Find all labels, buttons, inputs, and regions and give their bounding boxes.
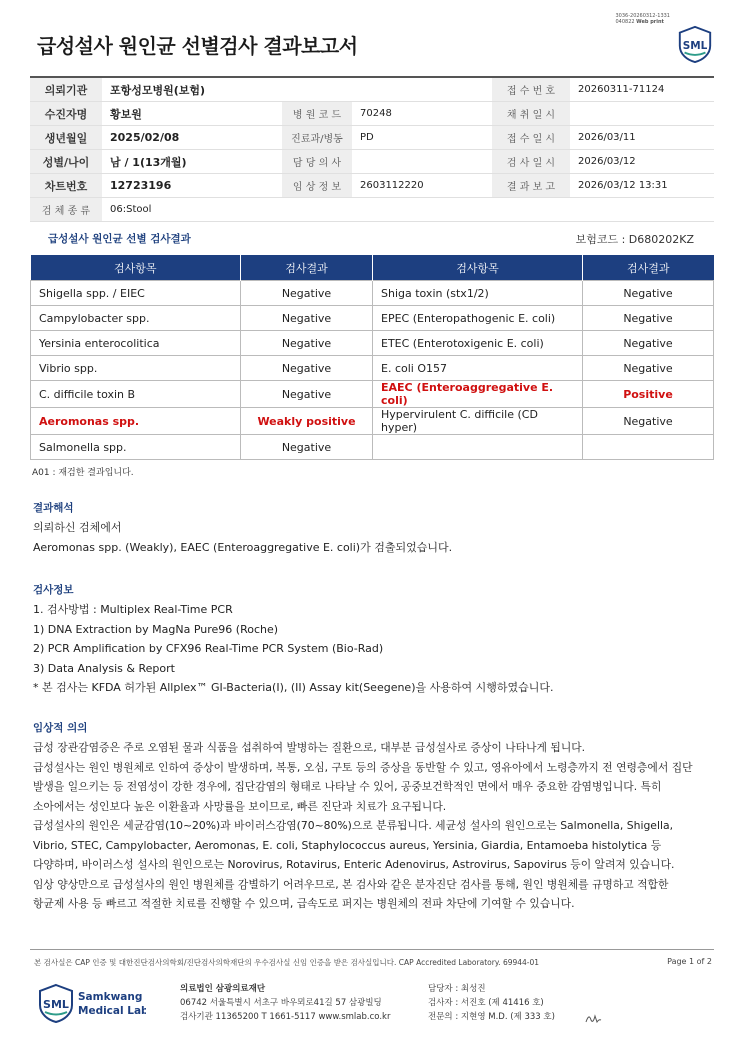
chart-value: 12723196 — [102, 174, 282, 198]
clinical-title: 임상적 의의 — [33, 722, 88, 734]
test-info-line: 3) Data Analysis & Report — [33, 661, 175, 675]
insurance-code: 보험코드 : D680202KZ — [575, 233, 694, 246]
test-item: ETEC (Enterotoxigenic E. coli) — [373, 331, 583, 356]
staff-value: 최성진 — [460, 984, 486, 994]
signature-icon — [584, 1010, 602, 1024]
clinical-line: 소아에서는 성인보다 높은 이환율과 사망률을 보이므로, 빠른 진단과 치료가 요구됩니다. — [33, 799, 447, 813]
name-value: 황보원 — [102, 102, 282, 126]
table-row — [31, 281, 714, 306]
report-code-line1: 3036-20260312-1331 — [615, 13, 670, 19]
receipt-no-value: 20260311-71124 — [570, 77, 714, 102]
table-row — [31, 381, 714, 408]
results-section-title: 급성설사 원인균 선별 검사결과 — [48, 233, 191, 245]
receipt-no-label: 접 수 번 호 — [492, 77, 570, 102]
test-item — [373, 435, 583, 460]
patient-info-table — [30, 76, 714, 222]
staff-label: 전문의 : — [428, 1012, 459, 1022]
clinical-label: 임 상 정 보 — [282, 174, 352, 198]
test-item: Vibrio spp. — [31, 356, 241, 381]
test-item: Hypervirulent C. difficile (CD hyper) — [373, 408, 583, 435]
staff-label: 검사자 : — [428, 998, 459, 1008]
receipt-date-label: 접 수 일 시 — [492, 126, 570, 150]
foundation-address: 06742 서울특별시 서초구 바우뫼로41길 57 삼광빌딩 — [180, 998, 382, 1008]
test-info-line: 1. 검사방법 : Multiplex Real-Time PCR — [33, 603, 233, 616]
staff-value: 지현영 M.D. (제 333 호) — [460, 1012, 555, 1022]
report-code-line2: 040822 — [615, 19, 635, 25]
report-label: 결 과 보 고 — [492, 174, 570, 198]
clinical-line: 급성 장관감염증은 주로 오염된 물과 식품을 섭취하여 발병하는 질환으로, 대부분 급성설사로 증상이 나타나게 됩니다. — [33, 741, 586, 754]
test-date-value: 2026/03/12 — [570, 150, 714, 174]
test-result — [583, 435, 714, 460]
test-result: Negative — [241, 281, 373, 306]
results-header-result-2: 검사결과 — [583, 255, 714, 281]
web-print-label: Web print — [636, 19, 664, 25]
interpretation-title: 결과해석 — [33, 502, 74, 514]
clinical-value: 2603112220 — [352, 174, 492, 198]
doctor-value — [352, 150, 492, 174]
test-result: Negative — [241, 381, 373, 408]
interpretation-line: 의뢰하신 검체에서 — [33, 521, 122, 534]
staff-value: 서진호 (제 41416 호) — [460, 998, 544, 1008]
report-code — [615, 13, 670, 25]
table-row — [31, 306, 714, 331]
clinical-line: 항균제 사용 등 빠르고 적절한 치료를 진행할 수 있으며, 급속도로 퍼지는 병원체의 전파 차단에 기여할 수 있습니다. — [33, 897, 575, 910]
sml-logo-text: SML — [682, 39, 708, 52]
receipt-date-value: 2026/03/11 — [570, 126, 714, 150]
results-header-item-1: 검사항목 — [31, 255, 241, 281]
sex-age-value: 남 / 1(13개월) — [102, 150, 282, 174]
foundation-contact: 검사기관 11365200 T 1661-5117 www.smlab.co.kr — [180, 1012, 391, 1022]
accreditation-note: 본 검사실은 CAP 인증 및 대한진단검사의학회/진단검사의학재단의 우수검사실 신임 인증을 받은 검사실입니다. CAP Accredited Laboratory. 69944-01 — [34, 958, 540, 967]
test-result: Negative — [241, 306, 373, 331]
institution-label: 의뢰기관 — [30, 77, 102, 102]
page-title: 급성설사 원인균 선별검사 결과보고서 — [37, 34, 358, 58]
test-result-positive: Positive — [583, 381, 714, 408]
test-result: Negative — [583, 281, 714, 306]
retest-note: A01 : 재검한 결과입니다. — [32, 468, 134, 478]
hospital-code-value: 70248 — [352, 102, 492, 126]
sml-logo-icon — [676, 25, 714, 63]
sex-age-label: 성별/나이 — [30, 150, 102, 174]
test-item: Shiga toxin (stx1/2) — [373, 281, 583, 306]
table-row — [31, 435, 714, 460]
dept-value: PD — [352, 126, 492, 150]
test-result: Negative — [583, 408, 714, 435]
page-number: Page 1 of 2 — [667, 957, 712, 966]
dept-label: 진료과/병동 — [282, 126, 352, 150]
footer-divider — [30, 949, 714, 950]
test-item: EPEC (Enteropathogenic E. coli) — [373, 306, 583, 331]
test-result: Negative — [583, 331, 714, 356]
clinical-section — [33, 718, 713, 914]
institution-value: 포항성모병원(보험) — [102, 77, 492, 102]
test-result: Negative — [583, 356, 714, 381]
test-item: Salmonella spp. — [31, 435, 241, 460]
test-result-positive: Weakly positive — [241, 408, 373, 435]
results-table — [30, 255, 714, 460]
table-row — [31, 408, 714, 435]
clinical-line: Vibrio, STEC, Campylobacter, Aeromonas, E. coli, Staphylococcus aureus, Yersinia, Giardia, Entamoeba histolytica 등 — [33, 838, 662, 852]
collect-date-value — [570, 102, 714, 126]
footer-logo-line1: Samkwang — [78, 991, 143, 1003]
clinical-line: 급성설사는 원인 병원체로 인하여 증상이 발생하며, 복통, 오심, 구토 등의 증상을 동반할 수 있고, 영유아에서 노령층까지 전 연령층에서 집단 — [33, 760, 693, 774]
dob-label: 생년월일 — [30, 126, 102, 150]
table-row — [31, 356, 714, 381]
test-result: Negative — [583, 306, 714, 331]
results-header-result-1: 검사결과 — [241, 255, 373, 281]
foundation-name: 의료법인 삼광의료재단 — [180, 984, 266, 994]
clinical-line: 임상 양상만으로 급성설사의 원인 병원체를 감별하기 어려우므로, 본 검사와 같은 분자진단 검사를 통해, 원인 병원체를 규명하고 적합한 — [33, 877, 669, 891]
specimen-label: 검 체 종 류 — [30, 198, 102, 222]
staff-label: 담당자 : — [428, 984, 459, 994]
footer-logo-text: SML — [43, 998, 69, 1011]
clinical-line: 다양하며, 바이러스성 설사의 원인으로는 Norovirus, Rotavirus, Enteric Adenovirus, Astrovirus, Sapovirus 등이 알려져 있습니다. — [33, 858, 675, 871]
interpretation-line: Aeromonas spp. (Weakly), EAEC (Enteroaggregative E. coli)가 검출되었습니다. — [33, 540, 453, 554]
test-result: Negative — [241, 356, 373, 381]
foundation-info — [180, 982, 390, 1024]
test-date-label: 검 사 일 시 — [492, 150, 570, 174]
dob-value: 2025/02/08 — [102, 126, 282, 150]
hospital-code-label: 병 원 코 드 — [282, 102, 352, 126]
report-value: 2026/03/12 13:31 — [570, 174, 714, 198]
doctor-label: 담 당 의 사 — [282, 150, 352, 174]
test-item: Shigella spp. / EIEC — [31, 281, 241, 306]
test-result: Negative — [241, 435, 373, 460]
test-info-line: * 본 검사는 KFDA 허가된 Allplex™ GI-Bacteria(I), (II) Assay kit(Seegene)을 사용하여 시행하였습니다. — [33, 681, 554, 694]
name-label: 수진자명 — [30, 102, 102, 126]
test-info-title: 검사정보 — [33, 584, 74, 596]
results-header-item-2: 검사항목 — [373, 255, 583, 281]
footer-logo-line2: Medical Lab — [78, 1005, 146, 1017]
test-item: C. difficile toxin B — [31, 381, 241, 408]
samkwang-logo-icon — [36, 983, 146, 1027]
staff-info — [428, 982, 555, 1024]
test-info-line: 2) PCR Amplification by CFX96 Real-Time PCR System (Bio-Rad) — [33, 642, 384, 655]
test-item-positive: Aeromonas spp. — [31, 408, 241, 435]
test-info-section — [33, 580, 554, 698]
chart-label: 차트번호 — [30, 174, 102, 198]
interpretation-section — [33, 498, 452, 557]
test-item: Campylobacter spp. — [31, 306, 241, 331]
clinical-line: 급성설사의 원인은 세균감염(10~20%)과 바이러스감염(70~80%)으로 분류됩니다. 세균성 설사의 원인으로는 Salmonella, Shigella, — [33, 819, 673, 832]
table-row — [31, 331, 714, 356]
test-item: Yersinia enterocolitica — [31, 331, 241, 356]
specimen-value: 06:Stool — [102, 198, 714, 222]
clinical-line: 발생을 일으키는 등 전염성이 강한 경우에, 집단감염의 형태로 나타날 수 있어, 공중보건학적인 면에서 매우 중요한 감염병입니다. 특히 — [33, 780, 662, 793]
test-result: Negative — [241, 331, 373, 356]
test-info-line: 1) DNA Extraction by MagNa Pure96 (Roche) — [33, 622, 279, 636]
test-item-positive: EAEC (Enteroaggregative E. coli) — [373, 381, 583, 408]
test-item: E. coli O157 — [373, 356, 583, 381]
collect-date-label: 채 취 일 시 — [492, 102, 570, 126]
